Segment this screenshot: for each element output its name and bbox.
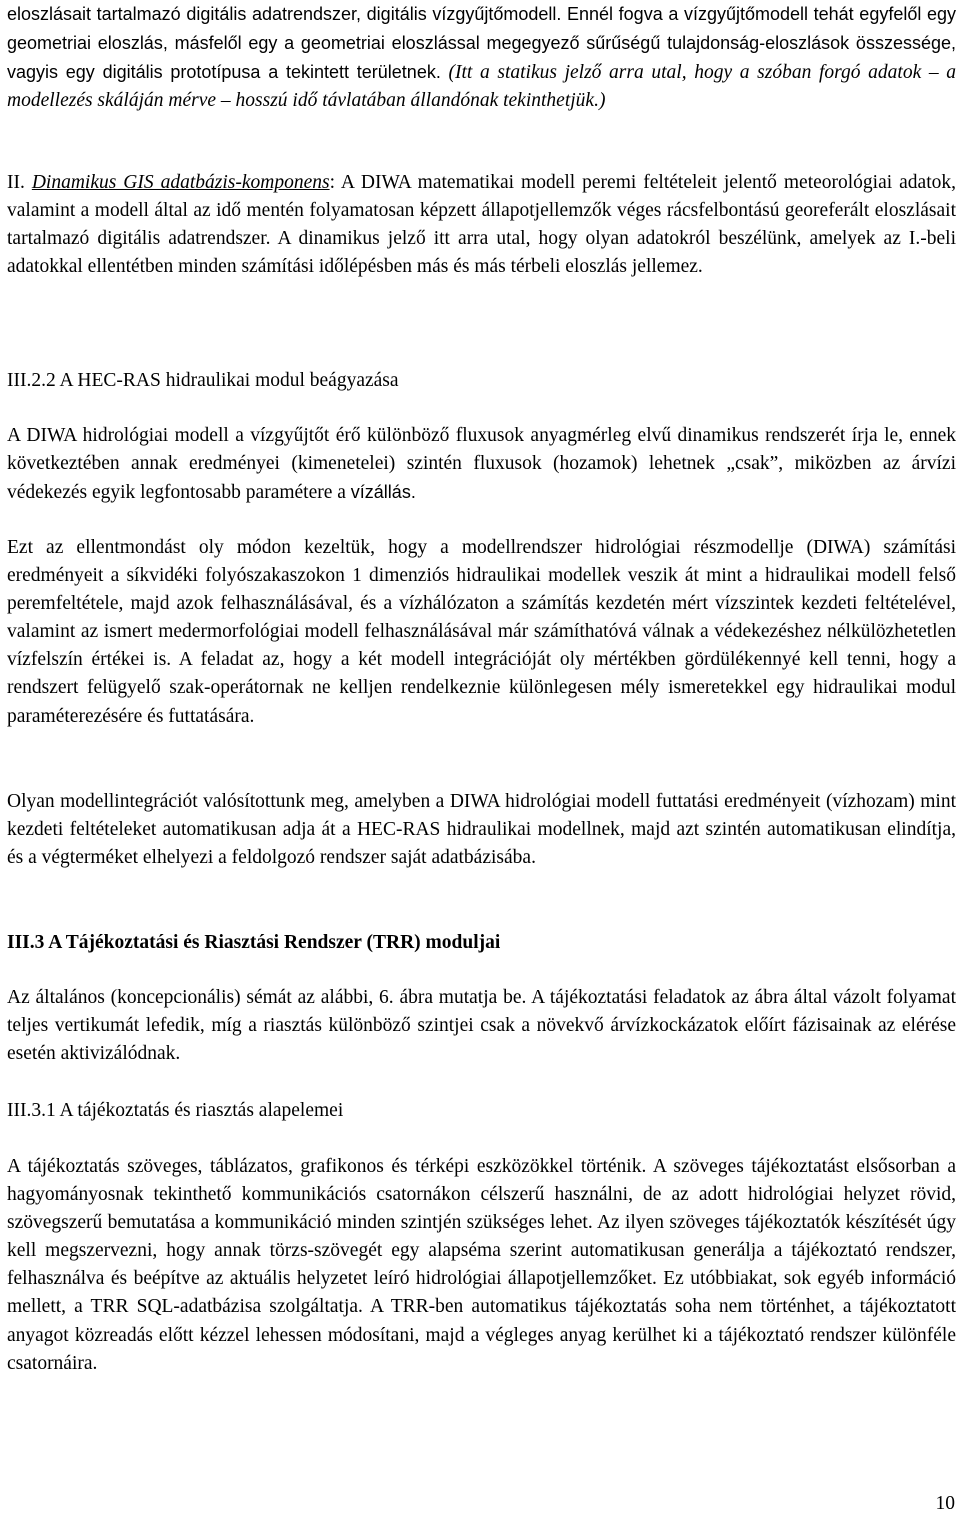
- hecras-p2-text: Ezt az ellentmondást oly módon kezeltük, hogy a modellrendszer hidrológiai részmodellje (DIWA) számítási eredményeit a síkvidéki folyószakaszokon 1 dimenziós hidraulikai modellek veszik át mint a hidraulikai modell felső peremfeltétele, majd azok felhasználásával, és a vízhálózaton a számítás kezdetén mért vízszintek kezdeti feltételével, valamint az ismert medermorfológiai modell felhasználásával már számíthatóvá válnak a védekezéshez nélkülözhetetlen vízfelszín értékei is. A feladat az, hogy a két modell integrációját oly mértékben gördülékennyé kell tenni, hogy a rendszert felügyelő szak-operátornak ne kelljen rendelkeznie különlegesen mély ismeretekkel egy hidraulikai modul paraméterezésére és futtatására.: [7, 537, 956, 727]
- hecras-p1-end: vízállás.: [350, 482, 416, 503]
- intro-italic-note: (Itt a statikus jelző arra utal, hogy a szóban forgó adatok – a modellezés skáláján mérve – hosszú idő távlatában állandónak tekinthetjük.): [7, 62, 957, 112]
- hecras-p1-text: A DIWA hidrológiai modell a vízgyűjtőt érő különböző fluxusok anyagmérleg elvű dinamikus rendszerét írja le, ennek következtében annak eredményei (kimenetelei) szintén fluxusok (hozamok) lehetnek „csak”, miközben az árvízi védekezés egyik legfontosabb paramétere a: [7, 425, 956, 504]
- trr-paragraph-2: [7, 1153, 956, 1378]
- trr-p2-text: A tájékoztatás szöveges, táblázatos, grafikonos és térképi eszközökkel történik. A szöveges tájékoztatást elsősorban a hagyományosnak tekinthető kommunikációs csatornákon célszerű használni, de az adott hidrológiai helyzet rövid, szövegszerű bemutatása a kommunikáció minden szintjén szükséges lehet. Az ilyen szöveges tájékoztatók készítését úgy kell megszervezni, hogy annak törzs-szövegét egy alapséma szerint automatikusan generálja a tájékoztató rendszer, felhasználva és beépítve az aktuális helyzetet leíró hidrológiai állapotjellemzőket. Ez utóbbiakat, sok egyéb információ mellett, a TRR SQL-adatbázisa szolgáltatja. A TRR-ben automatikus tájékoztatás soha nem történhet, a tájékoztatott anyagot közreadás előtt kézzel lehessen módosítani, majd a végleges anyag kerülhet ki a tájékoztató rendszer különféle csatornáira.: [7, 1156, 956, 1374]
- hecras-paragraph-3: [7, 788, 956, 872]
- intro-paragraph: [7, 0, 956, 115]
- dynamic-gis-prefix: II.: [7, 172, 32, 193]
- dynamic-gis-text: A DIWA matematikai modell peremi feltételeit jelentő meteorológiai adatok, valamint a modell által az idő mentén folyamatosan képzett állapotjellemzők véges rácsfelbontású georeferált eloszlásait tartalmazó digitális adatrendszer. A dinamikus jelző itt arra utal, hogy olyan adatokról beszélünk, amelyek az I.-beli adatokkal ellentétben minden számítási időlépésben más és más térbeli eloszlás jellemez.: [7, 172, 956, 278]
- hecras-paragraph-1: [7, 422, 956, 507]
- trr-paragraph-1: [7, 984, 956, 1068]
- trr-p1-text: Az általános (koncepcionális) sémát az alábbi, 6. ábra mutatja be. A tájékoztatási feladatok az ábra által vázolt folyamat teljes vertikumát lefedik, míg a riasztás különböző szintjei csak a növekvő árvízkockázatok előírt fázisainak az elérése esetén aktivizálódnak.: [7, 987, 956, 1065]
- hecras-heading: III.2.2 A HEC-RAS hidraulikai modul beágyazása: [7, 370, 399, 391]
- intro-sans-text: eloszlásait tartalmazó digitális adatrendszer, digitális vízgyűjtőmodell. Ennél fogva a vízgyűjtőmodell tehát egyfelől egy geometriai eloszlás, másfelől egy a geometriai eloszlással megegyező sűrűségű tulajdonság-eloszlások összessége, vagyis egy digitális prototípusa a tekintett területnek.: [7, 4, 956, 83]
- hecras-paragraph-2: [7, 534, 956, 731]
- dynamic-gis-paragraph: [7, 169, 956, 281]
- dynamic-gis-term: Dinamikus GIS adatbázis-komponens: [31, 172, 330, 193]
- trr-sub-heading: III.3.1 A tájékoztatás és riasztás alapelemei: [7, 1100, 344, 1121]
- page-number: 10: [935, 1493, 955, 1514]
- trr-heading: III.3 A Tájékoztatási és Riasztási Rendszer (TRR) moduljai: [7, 932, 501, 953]
- dynamic-gis-colon: :: [329, 172, 341, 193]
- hecras-p3-text: Olyan modellintegrációt valósítottunk meg, amelyben a DIWA hidrológiai modell futtatási eredményeit (vízhozam) mint kezdeti feltételeket automatikusan adja át a HEC-RAS hidraulikai modellnek, majd azt szintén automatikusan elindítja, és a végterméket elhelyezi a feldolgozó rendszer saját adatbázisába.: [7, 791, 956, 869]
